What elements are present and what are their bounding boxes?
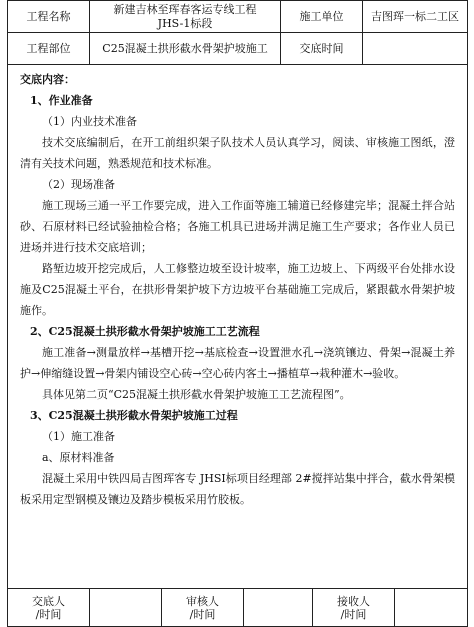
reviewer-signature-field[interactable] [244, 589, 313, 626]
construction-unit-value [363, 1, 467, 32]
label-reviewer-line2: /时间 [189, 607, 216, 621]
label-project-part-text: 工程部位 [26, 41, 71, 55]
label-receiver-line2: /时间 [340, 607, 367, 621]
section-1-paragraph-2: 施工现场三通一平工作要完成，进入工作面等施工辅道已经修建完毕；混凝土拌合站砂、石原材料已经试验抽检合格；各施工机具已进场并满足施工生产要求；各作业人员已进场并进行技术交底培训； [20, 199, 455, 254]
receiver-signature-field[interactable] [395, 589, 467, 626]
section-1-sub-2: （2）现场准备 [42, 178, 115, 191]
header-row-project [8, 1, 467, 33]
disclosure-time-value [363, 33, 467, 64]
content-title: 交底内容： [20, 73, 75, 86]
label-project-name-text: 工程名称 [26, 9, 71, 23]
label-briefer-line2: /时间 [35, 607, 62, 621]
label-project-name [8, 1, 90, 32]
section-3-sub-1: （1）施工准备 [42, 430, 115, 443]
label-reviewer [162, 589, 244, 626]
label-reviewer-line1: 审核人 [186, 594, 219, 608]
signature-row [8, 589, 467, 626]
project-name-line1: 新建吉林至珲春客运专线工程 [113, 2, 257, 16]
label-construction-unit [281, 1, 363, 32]
section-1-heading: 1、作业准备 [30, 94, 93, 107]
section-2-paragraph-1: 施工准备→测量放样→基槽开挖→基底检查→设置泄水孔→浇筑镶边、骨架→混凝土养护→伸缩缝设置→骨架内铺设空心砖→空心砖内客土→播植草→栽种灌木→验收。 [20, 346, 455, 380]
disclosure-form [7, 0, 468, 627]
label-briefer-line1: 交底人 [32, 594, 65, 608]
section-3-sub-2: a、原材料准备 [42, 451, 115, 464]
label-construction-unit-text: 施工单位 [299, 9, 344, 23]
project-name-line2: JHS-1标段 [157, 16, 213, 30]
disclosure-content [8, 65, 467, 589]
project-name-value [90, 1, 281, 32]
label-receiver [313, 589, 395, 626]
section-3-paragraph-1: 混凝土采用中铁四局吉图珲客专 JHSⅠ标项目经理部 2#搅拌站集中拌合，截水骨架模板采用定型钢模及镶边及踏步模板采用竹胶板。 [20, 472, 455, 506]
section-1-sub-1: （1）内业技术准备 [42, 115, 137, 128]
project-part-value-text: C25混凝土拱形截水骨架护坡施工 [102, 41, 268, 55]
section-2-heading: 2、C25混凝土拱形截水骨架护坡施工工艺流程 [30, 325, 260, 338]
label-briefer [8, 589, 90, 626]
label-project-part [8, 33, 90, 64]
label-disclosure-time [281, 33, 363, 64]
label-receiver-line1: 接收人 [337, 594, 370, 608]
section-2-paragraph-2: 具体见第二页“C25混凝土拱形截水骨架护坡施工工艺流程图”。 [42, 388, 351, 401]
section-1-paragraph-1: 技术交底编制后，在开工前组织架子队技术人员认真学习，阅读、审核施工图纸，澄清有关技术问题，熟悉规范和技术标准。 [20, 136, 455, 170]
briefer-signature-field[interactable] [90, 589, 162, 626]
project-part-value [90, 33, 281, 64]
construction-unit-value-text: 吉图珲一标二工区 [371, 9, 459, 23]
header-row-part [8, 33, 467, 65]
label-disclosure-time-text: 交底时间 [299, 41, 344, 55]
section-1-paragraph-3: 路堑边坡开挖完成后，人工修整边坡至设计坡率，施工边坡上、下两级平台处排水设施及C25混凝土平台，在拱形骨架护坡下方边坡平台基础施工完成后，紧跟截水骨架护坡施作。 [20, 262, 455, 317]
section-3-heading: 3、C25混凝土拱形截水骨架护坡施工过程 [30, 409, 238, 422]
